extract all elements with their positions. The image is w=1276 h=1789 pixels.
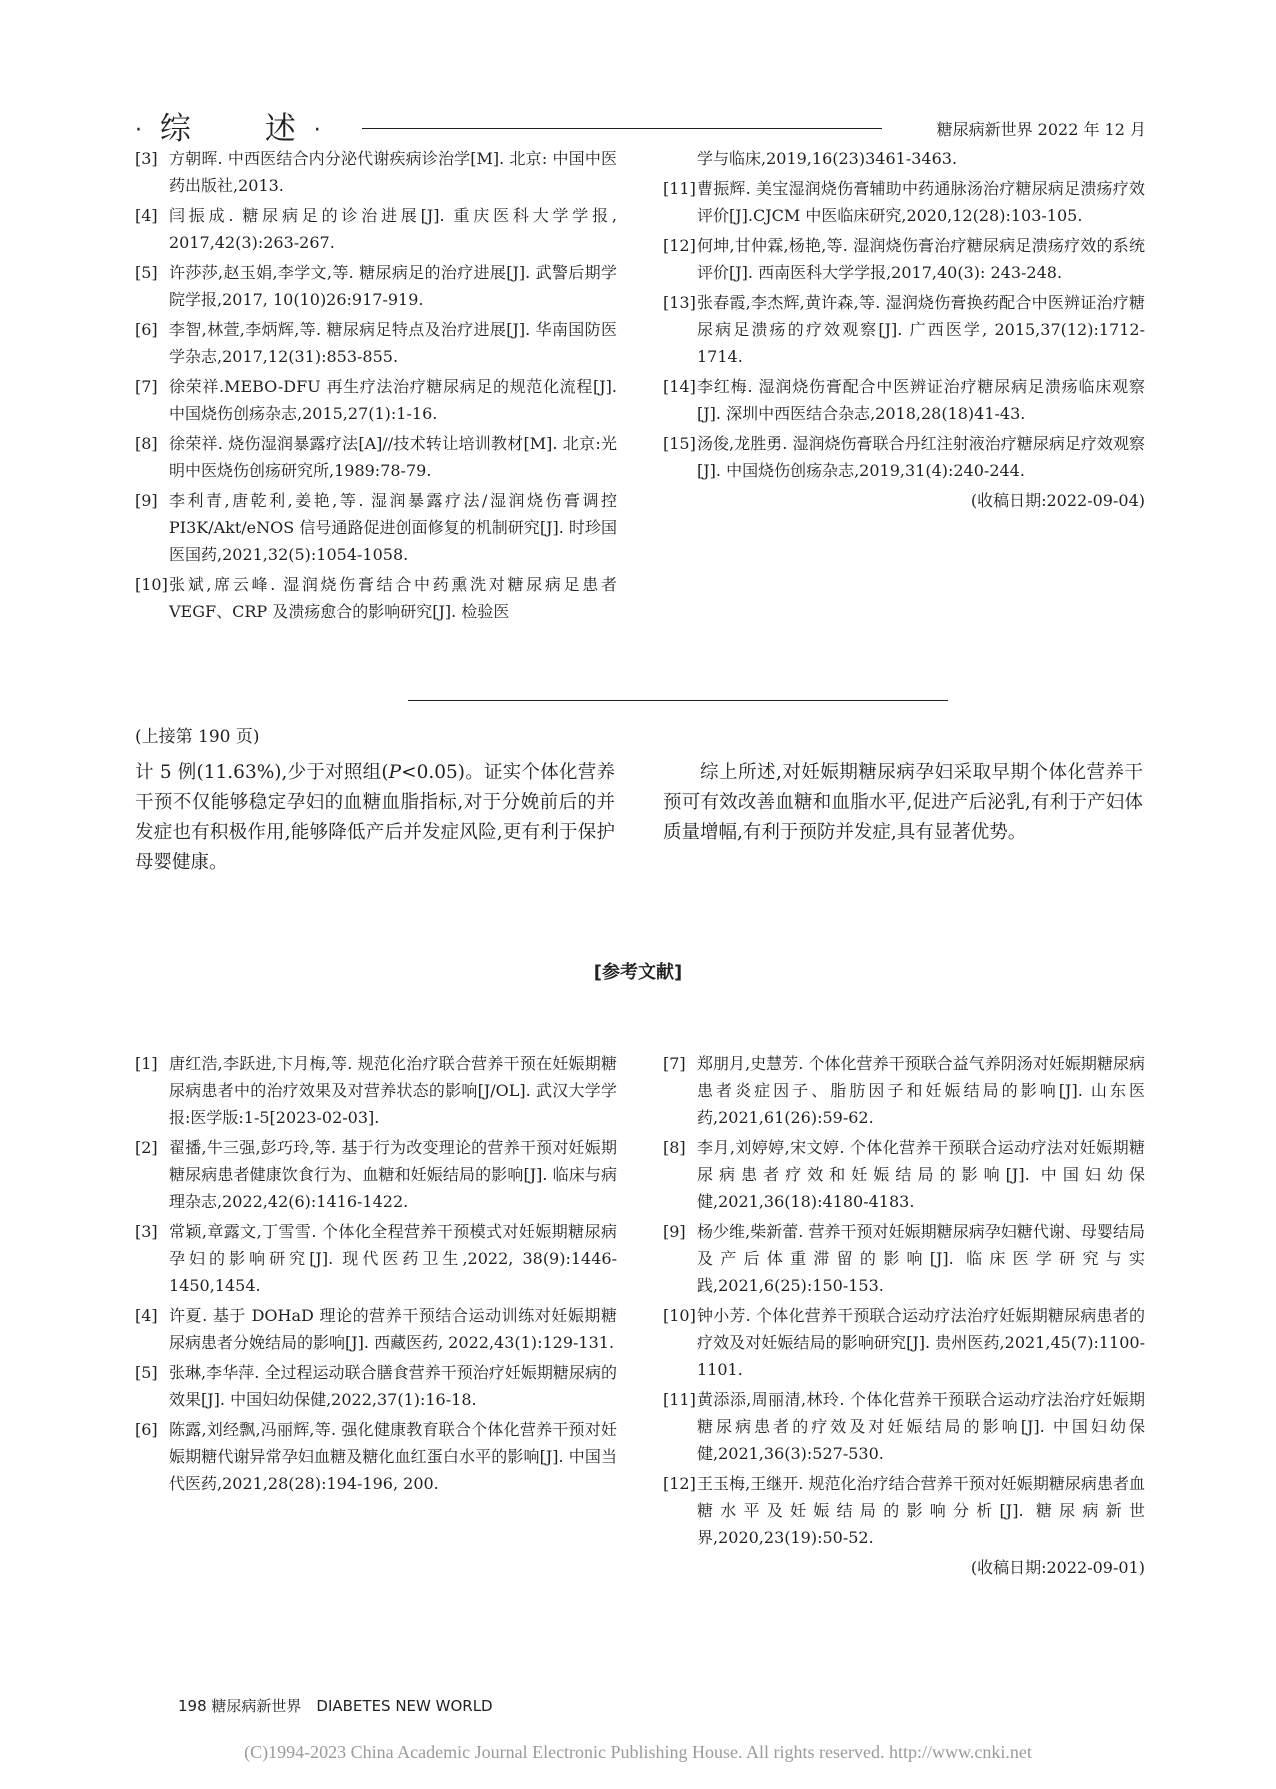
reference-item xyxy=(663,430,1145,484)
reference-number: [4] xyxy=(135,206,158,225)
copyright-notice: (C)1994-2023 China Academic Journal Electronic Publishing House. All rights reserved. http://www.cnki.net xyxy=(244,1742,1032,1762)
reference-item xyxy=(135,259,617,313)
reference-item xyxy=(135,1050,617,1131)
reference-item xyxy=(663,1302,1145,1383)
reference-text: 张斌,席云峰. 湿润烧伤膏结合中药熏洗对糖尿病足患者 VEGF、CRP 及溃疡愈合的影响研究[J]. 检验医 xyxy=(169,575,617,621)
reference-text: 张琳,李华萍. 全过程运动联合膳食营养干预治疗妊娠期糖尿病的效果[J]. 中国妇幼保健,2022,37(1):16-18. xyxy=(169,1363,617,1409)
body-left-post: <0.05)。证实个体化营养干预不仅能够稳定孕妇的血糖血脂指标,对于分娩前后的并发症也有积极作用,能够降低产后并发症风险,更有利于保护母婴健康。 xyxy=(135,762,615,873)
reference-number: [4] xyxy=(135,1306,158,1325)
reference-number: [7] xyxy=(135,377,158,396)
reference-number: [13] xyxy=(663,293,696,312)
reference-text: 唐红浩,李跃进,卞月梅,等. 规范化治疗联合营养干预在妊娠期糖尿病患者中的治疗效果及对营养状态的影响[J/OL]. 武汉大学学报:医学版:1-5[2023-02-03]. xyxy=(169,1054,617,1127)
received-date: (收稿日期:2022-09-01) xyxy=(970,1558,1145,1577)
reference-text: 翟播,牛三强,彭巧玲,等. 基于行为改变理论的营养干预对妊娠期糖尿病患者健康饮食行为、血糖和妊娠结局的影响[J]. 临床与病理杂志,2022,42(6):1416-1422. xyxy=(169,1138,617,1211)
reference-item xyxy=(663,1470,1145,1551)
reference-text: 闫振成. 糖尿病足的诊治进展[J]. 重庆医科大学学报, 2017,42(3):263-267. xyxy=(169,206,617,252)
body-paragraph-right: 综上所述,对妊娠期糖尿病孕妇采取早期个体化营养干预可有效改善血糖和血脂水平,促进产后泌乳,有利于产妇体质量增幅,有利于预防并发症,具有显著优势。 xyxy=(663,762,1143,843)
section-label xyxy=(135,103,325,148)
bottom-right-reference-list xyxy=(663,1050,1145,1551)
reference-item xyxy=(663,1134,1145,1215)
divider-rule xyxy=(408,700,948,701)
reference-text: 郑朋月,史慧芳. 个体化营养干预联合益气养阴汤对妊娠期糖尿病患者炎症因子、脂肪因子和妊娠结局的影响[J]. 山东医药,2021,61(26):59-62. xyxy=(697,1054,1145,1127)
reference-number: [2] xyxy=(135,1138,158,1157)
reference-number: [5] xyxy=(135,263,158,282)
reference-item xyxy=(663,175,1145,229)
reference-text: 李智,林萱,李炳辉,等. 糖尿病足特点及治疗进展[J]. 华南国防医学杂志,2017,12(31):853-855. xyxy=(169,320,617,366)
reference-text: 李利青,唐乾利,姜艳,等. 湿润暴露疗法/湿润烧伤膏调控 PI3K/Akt/eNOS 信号通路促进创面修复的机制研究[J]. 时珍国医国药,2021,32(5):1054-1058. xyxy=(169,491,617,564)
reference-number: [7] xyxy=(663,1054,686,1073)
references-heading: [参考文献] xyxy=(593,962,683,983)
reference-item xyxy=(663,1050,1145,1131)
reference-text: 李红梅. 湿润烧伤膏配合中医辨证治疗糖尿病足溃疡临床观察[J]. 深圳中西医结合杂志,2018,28(18)41-43. xyxy=(697,377,1145,423)
reference-item xyxy=(135,1218,617,1299)
reference-item xyxy=(135,487,617,568)
reference-number: [12] xyxy=(663,1474,696,1493)
reference-text: 张春霞,李杰辉,黄许森,等. 湿润烧伤膏换药配合中医辨证治疗糖尿病足溃疡的疗效观察[J]. 广西医学, 2015,37(12):1712-1714. xyxy=(697,293,1145,366)
reference-text: 方朝晖. 中西医结合内分泌代谢疾病诊治学[M]. 北京: 中国中医药出版社,2013. xyxy=(169,149,617,195)
reference-text: 徐荣祥.MEBO-DFU 再生疗法治疗糖尿病足的规范化流程[J]. 中国烧伤创疡杂志,2015,27(1):1-16. xyxy=(169,377,617,423)
journal-date-header: 糖尿病新世界 2022 年 12 月 xyxy=(936,120,1146,139)
reference-text: 徐荣祥. 烧伤湿润暴露疗法[A]//技术转让培训教材[M]. 北京:光明中医烧伤创疡研究所,1989:78-79. xyxy=(169,434,617,480)
bottom-right-reference-column xyxy=(663,1050,1145,1581)
section-title: 综 述 xyxy=(159,111,300,147)
page-footer: 198 糖尿病新世界 DIABETES NEW WORLD xyxy=(178,1697,493,1715)
reference-text: 许莎莎,赵玉娟,李学文,等. 糖尿病足的治疗进展[J]. 武警后期学院学报,2017, 10(10)26:917-919. xyxy=(169,263,617,309)
reference-item xyxy=(663,232,1145,286)
reference-text: 许夏. 基于 DOHaD 理论的营养干预结合运动训练对妊娠期糖尿病患者分娩结局的影响[J]. 西藏医药, 2022,43(1):129-131. xyxy=(169,1306,617,1352)
reference-number: [5] xyxy=(135,1363,158,1382)
continued-from-note: (上接第 190 页) xyxy=(135,727,260,747)
reference-number: [8] xyxy=(135,434,158,453)
reference-number: [11] xyxy=(663,179,696,198)
reference-text: 常颖,章露文,丁雪雪. 个体化全程营养干预模式对妊娠期糖尿病孕妇的影响研究[J]. 现代医药卫生,2022, 38(9):1446-1450,1454. xyxy=(169,1222,617,1295)
reference-text: 汤俊,龙胜勇. 湿润烧伤膏联合丹红注射液治疗糖尿病足疗效观察[J]. 中国烧伤创疡杂志,2019,31(4):240-244. xyxy=(697,434,1145,480)
reference-number: [10] xyxy=(663,1306,696,1325)
reference-text: 陈露,刘经飘,冯丽辉,等. 强化健康教育联合个体化营养干预对妊娠期糖代谢异常孕妇血糖及糖化血红蛋白水平的影响[J]. 中国当代医药,2021,28(28):194-196, 200. xyxy=(169,1420,617,1493)
reference-number: [3] xyxy=(135,149,158,168)
header-rule xyxy=(362,128,882,129)
reference-item xyxy=(135,1416,617,1497)
reference-item xyxy=(135,571,617,625)
reference-item xyxy=(135,1359,617,1413)
bottom-left-reference-list xyxy=(135,1050,617,1500)
body-paragraph-left xyxy=(135,758,615,878)
reference-item xyxy=(135,1302,617,1356)
reference-item xyxy=(135,1134,617,1215)
p-symbol: P xyxy=(388,762,402,783)
reference-item xyxy=(663,1386,1145,1467)
section-dot-left: · xyxy=(135,118,146,143)
reference-number: [1] xyxy=(135,1054,158,1073)
reference-text: 曹振辉. 美宝湿润烧伤膏辅助中药通脉汤治疗糖尿病足溃疡疗效评价[J].CJCM 中医临床研究,2020,12(28):103-105. xyxy=(697,179,1145,225)
reference-text: 杨少维,柴新蕾. 营养干预对妊娠期糖尿病孕妇糖代谢、母婴结局及产后体重滞留的影响[J]. 临床医学研究与实践,2021,6(25):150-153. xyxy=(697,1222,1145,1295)
reference-number: [3] xyxy=(135,1222,158,1241)
reference-item xyxy=(135,430,617,484)
reference-item xyxy=(663,1218,1145,1299)
received-date: (收稿日期:2022-09-04) xyxy=(970,491,1145,510)
reference-text: 黄添添,周丽清,林玲. 个体化营养干预联合运动疗法治疗妊娠期糖尿病患者的疗效及对妊娠结局的影响[J]. 中国妇幼保健,2021,36(3):527-530. xyxy=(697,1390,1145,1463)
reference-text: 李月,刘婷婷,宋文婷. 个体化营养干预联合运动疗法对妊娠期糖尿病患者疗效和妊娠结局的影响[J]. 中国妇幼保健,2021,36(18):4180-4183. xyxy=(697,1138,1145,1211)
top-right-reference-list xyxy=(663,175,1145,484)
reference-item xyxy=(135,316,617,370)
section-dot-right: · xyxy=(313,118,325,143)
reference-number: [6] xyxy=(135,320,158,339)
reference-number: [9] xyxy=(135,491,158,510)
reference-item xyxy=(135,373,617,427)
reference-number: [10] xyxy=(135,575,168,594)
reference-text: 钟小芳. 个体化营养干预联合运动疗法治疗妊娠期糖尿病患者的疗效及对妊娠结局的影响研究[J]. 贵州医药,2021,45(7):1100-1101. xyxy=(697,1306,1145,1379)
reference-number: [11] xyxy=(663,1390,696,1409)
reference-number: [9] xyxy=(663,1222,686,1241)
reference-number: [6] xyxy=(135,1420,158,1439)
reference-item xyxy=(135,145,617,199)
reference-text: 何坤,甘仲霖,杨艳,等. 湿润烧伤膏治疗糖尿病足溃疡疗效的系统评价[J]. 西南医科大学学报,2017,40(3): 243-248. xyxy=(697,236,1145,282)
reference-item xyxy=(663,373,1145,427)
reference-number: [14] xyxy=(663,377,696,396)
reference-continuation: 学与临床,2019,16(23)3461-3463. xyxy=(697,149,958,168)
reference-text: 王玉梅,王继开. 规范化治疗结合营养干预对妊娠期糖尿病患者血糖水平及妊娠结局的影响分析[J]. 糖尿病新世界,2020,23(19):50-52. xyxy=(697,1474,1145,1547)
top-right-reference-column xyxy=(663,145,1145,514)
top-left-reference-list xyxy=(135,145,617,628)
reference-item xyxy=(663,289,1145,370)
reference-item xyxy=(135,202,617,256)
reference-number: [12] xyxy=(663,236,696,255)
body-left-pre: 计 5 例(11.63%),少于对照组( xyxy=(135,762,389,783)
reference-number: [8] xyxy=(663,1138,686,1157)
reference-number: [15] xyxy=(663,434,696,453)
